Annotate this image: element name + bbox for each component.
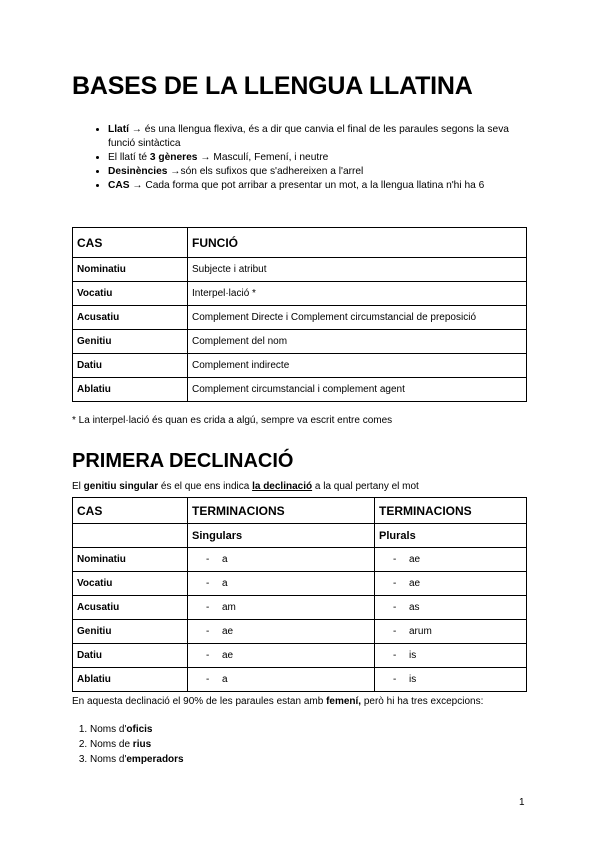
singular-ending: - a: [188, 668, 375, 692]
table-subheader-cell: Singulars: [188, 524, 375, 548]
bullet-item: • CAS → Cada forma que pot arribar a presentar un mot, a la llengua llatina n'hi ha 6: [108, 179, 532, 193]
table-header-cell: TERMINACIONS: [188, 498, 375, 524]
plural-ending: - arum: [375, 620, 527, 644]
declension-intro: El genitiu singular és el que ens indica la declinació a la qual pertany el mot: [72, 481, 419, 492]
footnote: * La interpel·lació és quan es crida a algú, sempre va escrit entre comes: [72, 415, 393, 426]
case-name: Genitiu: [73, 620, 188, 644]
table-row: [73, 354, 527, 378]
case-function: Complement indirecte: [188, 354, 527, 378]
plural-ending: - as: [375, 596, 527, 620]
table-row: [73, 548, 527, 572]
feminine-paragraph: En aquesta declinació el 90% de les paraules estan amb femení, però hi ha tres excepcions:: [72, 696, 484, 707]
section-title: PRIMERA DECLINACIÓ: [72, 450, 294, 472]
table-row: [73, 378, 527, 402]
table-subheader-cell: [73, 524, 188, 548]
case-name: Acusatiu: [73, 596, 188, 620]
intro-bullet-list: [72, 123, 532, 193]
table-row: [73, 596, 527, 620]
table-header-cell: CAS: [73, 498, 188, 524]
case-name: Ablatiu: [73, 378, 188, 402]
case-name: Acusatiu: [73, 306, 188, 330]
case-name: Datiu: [73, 644, 188, 668]
table-header-row: [73, 498, 527, 524]
table-header-row: [73, 228, 527, 258]
case-name: Genitiu: [73, 330, 188, 354]
table-header-cell: TERMINACIONS: [375, 498, 527, 524]
case-name: Vocatiu: [73, 572, 188, 596]
case-name: Nominatiu: [73, 548, 188, 572]
case-name: Datiu: [73, 354, 188, 378]
table-row: [73, 644, 527, 668]
bullet-item: • Llatí → és una llengua flexiva, és a dir que canvia el final de les paraules segons la seva funció sintàctica: [108, 123, 532, 151]
first-declension-table: [72, 497, 527, 692]
plural-ending: - ae: [375, 572, 527, 596]
case-name: Ablatiu: [73, 668, 188, 692]
table-row: [73, 330, 527, 354]
singular-ending: - ae: [188, 620, 375, 644]
case-name: Vocatiu: [73, 282, 188, 306]
case-function: Interpel·lació *: [188, 282, 527, 306]
exceptions-list: [72, 722, 184, 767]
table-subheader-row: [73, 524, 527, 548]
plural-ending: - is: [375, 668, 527, 692]
case-name: Nominatiu: [73, 258, 188, 282]
table-row: [73, 668, 527, 692]
table-row: [73, 282, 527, 306]
plural-ending: - ae: [375, 548, 527, 572]
list-item: 2. Noms de rius: [90, 737, 184, 752]
singular-ending: - ae: [188, 644, 375, 668]
singular-ending: - am: [188, 596, 375, 620]
case-function: Complement Directe i Complement circumstancial de preposició: [188, 306, 527, 330]
table-header-cell: FUNCIÓ: [188, 228, 527, 258]
table-subheader-cell: Plurals: [375, 524, 527, 548]
list-item: 1. Noms d'oficis: [90, 722, 184, 737]
table-row: [73, 620, 527, 644]
singular-ending: - a: [188, 572, 375, 596]
page-title: BASES DE LA LLENGUA LLATINA: [72, 72, 473, 100]
cases-function-table: [72, 227, 527, 402]
table-row: [73, 258, 527, 282]
page-number: 1: [519, 797, 525, 808]
table-header-cell: CAS: [73, 228, 188, 258]
plural-ending: - is: [375, 644, 527, 668]
bullet-item: • El llatí té 3 gèneres → Masculí, Femení, i neutre: [108, 151, 532, 165]
case-function: Complement circumstancial i complement agent: [188, 378, 527, 402]
case-function: Subjecte i atribut: [188, 258, 527, 282]
table-row: [73, 572, 527, 596]
case-function: Complement del nom: [188, 330, 527, 354]
list-item: 3. Noms d'emperadors: [90, 752, 184, 767]
table-row: [73, 306, 527, 330]
singular-ending: - a: [188, 548, 375, 572]
bullet-item: • Desinències →són els sufixos que s'adhereixen a l'arrel: [108, 165, 532, 179]
